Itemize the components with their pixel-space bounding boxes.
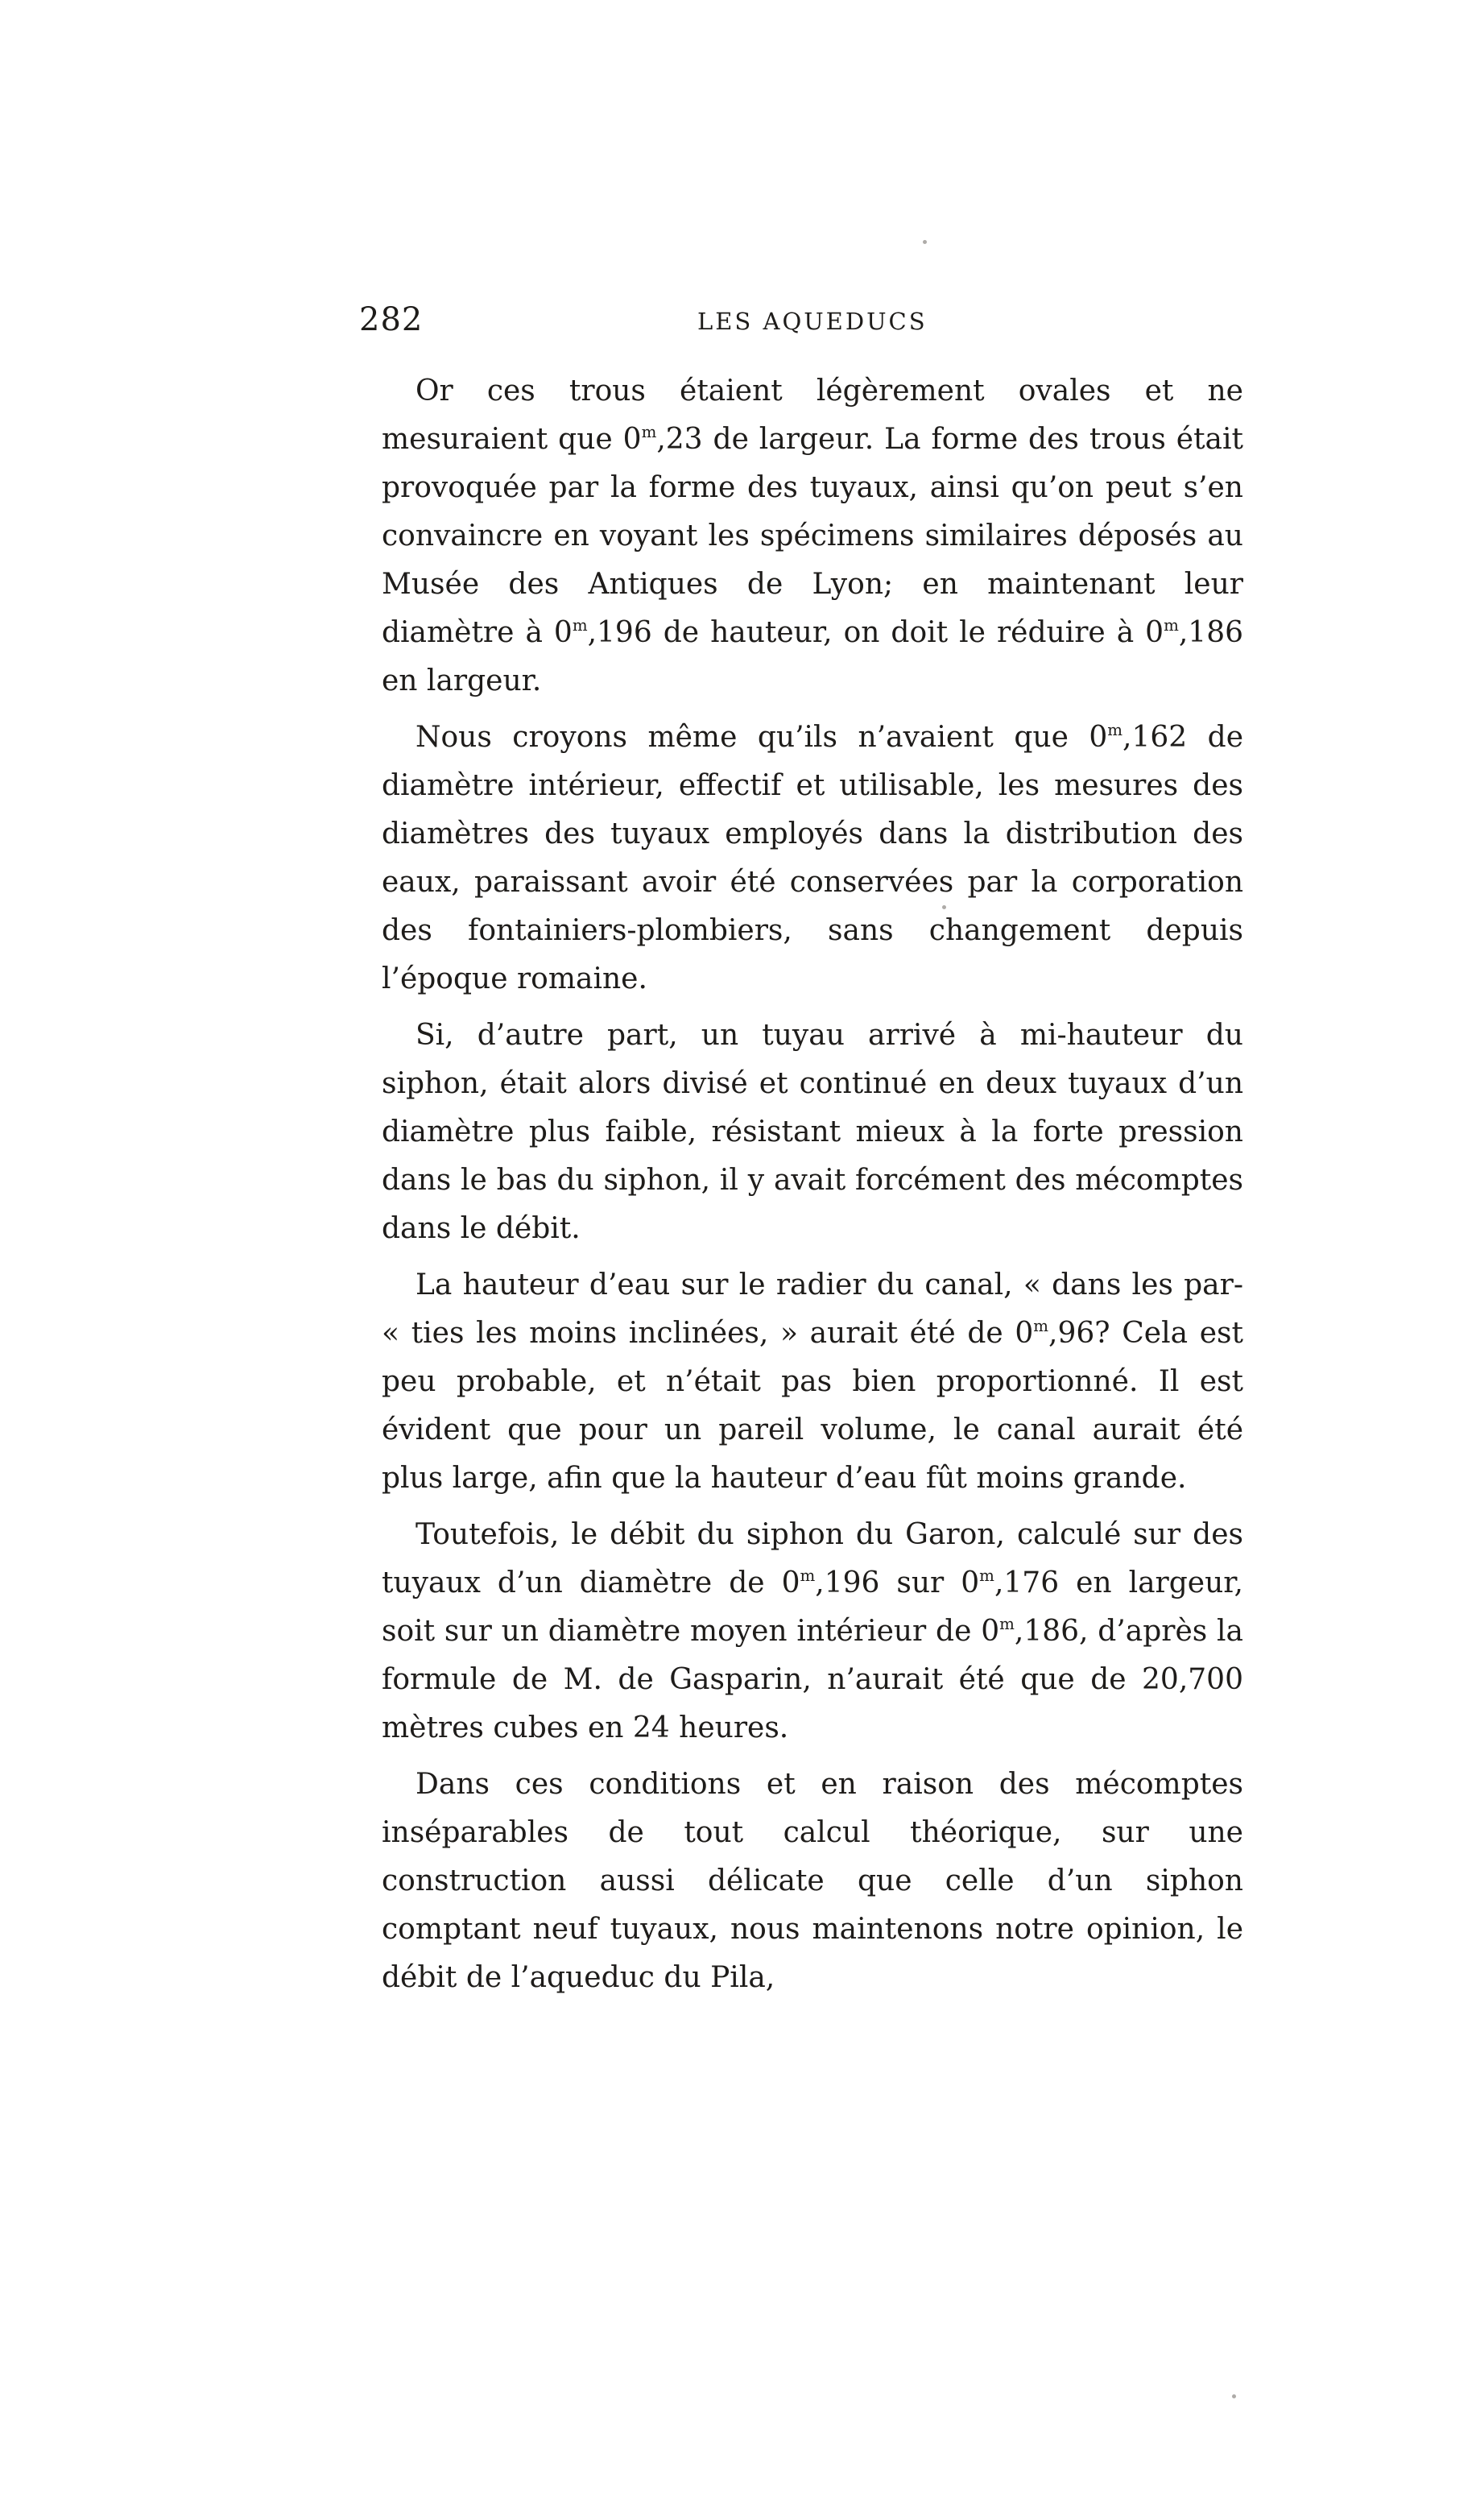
text-run: ,196 de hauteur, on doit le réduire à 0 bbox=[587, 616, 1164, 649]
ink-speck bbox=[923, 240, 927, 244]
unit-superscript: m bbox=[1033, 1317, 1049, 1336]
unit-superscript: m bbox=[1107, 721, 1123, 740]
text-run: Nous croyons même qu’ils n’avaient que 0 bbox=[416, 721, 1108, 754]
paragraph bbox=[382, 1511, 1243, 1752]
text-run: Or ces trous étaient légèrement ovales et ne mesuraient que 0 bbox=[382, 374, 1243, 456]
text-run: ,196 sur 0 bbox=[815, 1566, 980, 1599]
text-run: Toutefois, le débit du siphon du Garon, calculé sur des tuyaux d’un diamètre de 0 bbox=[382, 1518, 1243, 1599]
text-run: ,162 de diamètre intérieur, effectif et utilisable, les mesures des diamètres des tuyaux employés dans la distribution des eaux, paraissant avoir été conservées par la corporation des fontainiers-plombiers, sans changement depuis l’époque romaine. bbox=[382, 721, 1243, 995]
paragraph bbox=[382, 714, 1243, 1003]
text-run: Si, d’autre part, un tuyau arrivé à mi-hauteur du siphon, était alors divisé et continué en deux tuyaux d’un diamètre plus faible, résistant mieux à la forte pression dans le bas du siphon, il y avait forcément des mécomptes dans le débit. bbox=[382, 1019, 1243, 1245]
unit-superscript: m bbox=[800, 1566, 816, 1586]
text-run: ,96? Cela est peu probable, et n’était pas bien proportionné. Il est évident que pour un pareil volume, le canal aurait été plus large, afin que la hauteur d’eau fût moins grande. bbox=[382, 1317, 1243, 1495]
paragraph bbox=[382, 1261, 1243, 1503]
page-header bbox=[359, 301, 1245, 350]
unit-superscript: m bbox=[641, 423, 657, 442]
unit-superscript: m bbox=[1164, 616, 1179, 635]
text-run: Dans ces conditions et en raison des mécomptes inséparables de tout calcul théorique, sur une construction aussi délicate que celle d’un siphon comptant neuf tuyaux, nous maintenons notre opinion, le débit de l’aqueduc du Pila, bbox=[382, 1768, 1243, 1994]
text-run: ,186, d’après la formule de M. de Gasparin, n’aurait été que de 20,700 mètres cubes en 24 heures. bbox=[382, 1615, 1244, 1744]
paragraph bbox=[382, 1761, 1243, 2002]
paragraph bbox=[382, 1012, 1243, 1253]
text-run: La hauteur d’eau sur le radier du canal, « dans les par- « ties les moins inclinées, » aurait été de 0 bbox=[382, 1268, 1243, 1350]
text-run: ,23 de largeur. La forme des trous était provoquée par la forme des tuyaux, ainsi qu’on peut s’en convaincre en voyant les spécimens similaires déposés au Musée des Antiques de Lyon; en maintenant leur diamètre à 0 bbox=[382, 423, 1243, 649]
unit-superscript: m bbox=[572, 616, 588, 635]
unit-superscript: m bbox=[999, 1615, 1015, 1634]
paragraph bbox=[382, 367, 1243, 706]
text-run: ,186 en largeur. bbox=[382, 616, 1243, 697]
ink-speck bbox=[1232, 2394, 1236, 2398]
page-number: 282 bbox=[359, 301, 424, 338]
unit-superscript: m bbox=[979, 1566, 994, 1586]
text-run: ,176 en largeur, soit sur un diamètre moyen intérieur de 0 bbox=[382, 1566, 1243, 1648]
ink-speck bbox=[942, 905, 946, 909]
body-text bbox=[382, 367, 1243, 2010]
running-title: LES AQUEDUCS bbox=[697, 308, 928, 335]
